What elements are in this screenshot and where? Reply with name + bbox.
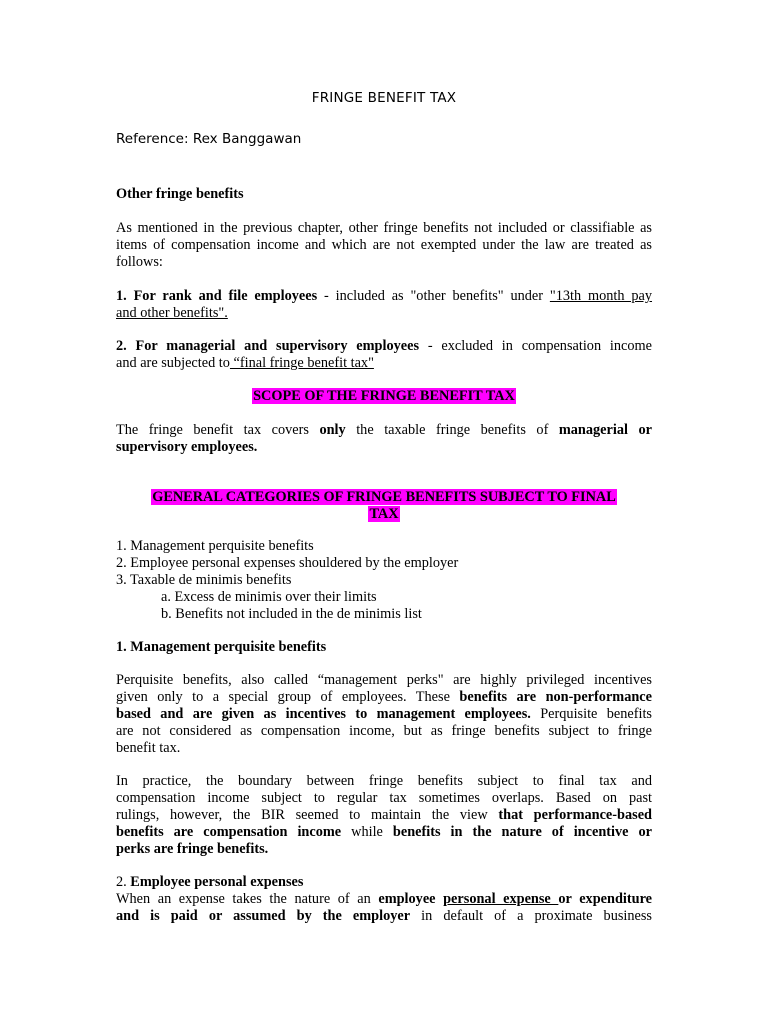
personal-expenses-heading: 2. Employee personal expenses	[116, 874, 304, 890]
perquisite-paragraph: Perquisite benefits, also called “management perks" are highly privileged incentives given only to a special group of employees. These benefits are non-performance based and are given as incentives to management employees. Perquisite benefits are not considered as compensation income, but as fringe benefits subject to fringe benefit tax.	[116, 672, 652, 756]
list-item: 3. Taxable de minimis benefits	[116, 572, 292, 588]
scope-paragraph: The fringe benefit tax covers only the taxable fringe benefits of managerial or supervisory employees.	[116, 422, 652, 455]
categories-heading: GENERAL CATEGORIES OF FRINGE BENEFITS SUBJECT TO FINAL TAX	[152, 489, 616, 522]
list-item: 1. Management perquisite benefits	[116, 538, 314, 554]
scope-heading: SCOPE OF THE FRINGE BENEFIT TAX	[253, 388, 515, 404]
sub-list-item: a. Excess de minimis over their limits	[161, 589, 377, 605]
final-fringe-tax-link: “final fringe benefit tax"	[229, 355, 374, 371]
rank-file-label: 1. For rank and file employees	[116, 288, 318, 304]
personal-expense-link: personal expense	[443, 891, 559, 907]
intro-paragraph: As mentioned in the previous chapter, other fringe benefits not included or classifiable as items of compensation income and which are not exempted under the law are treated as follows:	[116, 220, 652, 270]
managerial-label: 2. For managerial and supervisory employees	[116, 338, 420, 354]
personal-expenses-section: 2. Employee personal expenses When an expense takes the nature of an employee personal expense or expenditure and is paid or assumed by the employer in default of a proximate business	[116, 874, 653, 924]
section-heading-other-fringe: Other fringe benefits	[116, 186, 244, 202]
sub-list-item: b. Benefits not included in the de minimis list	[161, 606, 422, 622]
page-title: FRINGE BENEFIT TAX	[311, 90, 457, 106]
practice-paragraph: In practice, the boundary between fringe benefits subject to final tax and compensation income subject to regular tax sometimes overlaps. Based on past rulings, however, the BIR seemed to maintain the view that performance-based benefits are compensation income while benefits in the nature of incentive or perks are fringe benefits.	[116, 773, 652, 857]
list-item: 2. Employee personal expenses shouldered by the employer	[116, 555, 459, 571]
13th-month-link: "13th month pay	[549, 288, 653, 304]
rank-file-item: 1. For rank and file employees - included as "other benefits" under "13th month pay and other benefits".	[116, 288, 653, 321]
reference-line: Reference: Rex Banggawan	[116, 131, 302, 147]
managerial-item: 2. For managerial and supervisory employees - excluded in compensation income and are subjected to “final fringe benefit tax"	[116, 338, 652, 371]
perquisite-heading: 1. Management perquisite benefits	[116, 639, 327, 655]
other-benefits-link: and other benefits".	[116, 305, 228, 321]
categories-list	[116, 538, 652, 628]
